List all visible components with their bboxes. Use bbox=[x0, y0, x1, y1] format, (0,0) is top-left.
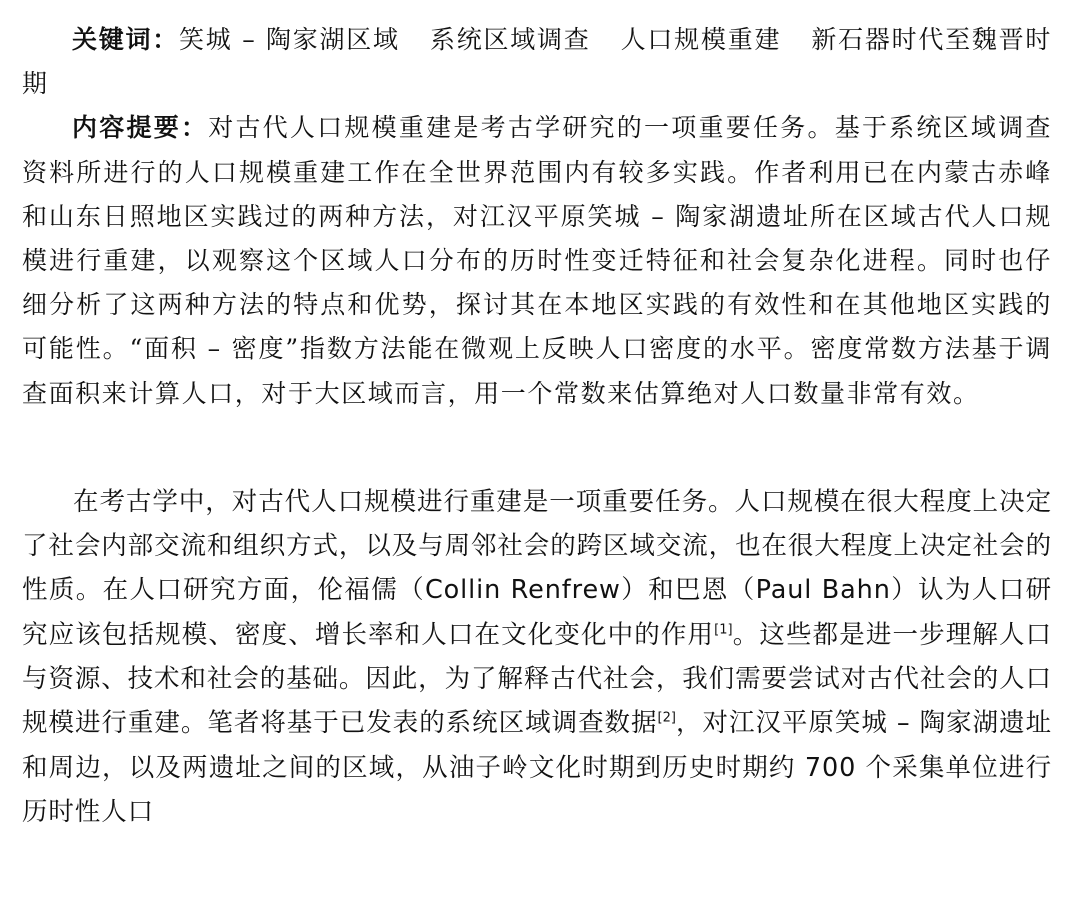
keyword-item: 新石器时代至魏晋时期 bbox=[22, 25, 1052, 99]
keyword-item: 人口规模重建 bbox=[620, 25, 782, 54]
keywords-label: 关键词： bbox=[72, 25, 180, 54]
abstract-text: 对古代人口规模重建是考古学研究的一项重要任务。基于系统区域调查资料所进行的人口规模重建工作在全世界范围内有较多实践。作者利用已在内蒙古赤峰和山东日照地区实践过的两种方法，对江汉平原笑城 – 陶家湖遗址所在区域古代人口规模进行重建，以观察这个区域人口分布的历时性变迁特征和社会复杂化进程。同时也仔细分析了这两种方法的特点和优势，探讨其在本地区实践的有效性和在其他地区实践的可能性。“面积 – 密度”指数方法能在微观上反映人口密度的水平。密度常数方法基于调查面积来计算人口，对于大区域而言，用一个常数来估算绝对人口数量非常有效。 bbox=[22, 113, 1052, 408]
keywords-paragraph bbox=[22, 18, 1052, 106]
keyword-item: 系统区域调查 bbox=[429, 25, 591, 54]
body-text-part: 在考古学中，对古代人口规模进行重建是一项重要任务。人口规模在很大程度上决定了社会内部交流和组织方式，以及与周邻社会的跨区域交流，也在很大程度上决定社会的性质。在人口研究方面，伦福儒（Collin Renfrew）和巴恩（Paul Bahn）认为人口研究应该包括规模、密度、增长率和人口在文化变化中的作用 bbox=[22, 486, 1052, 650]
citation-marker: [2] bbox=[657, 710, 676, 726]
section-divider-space bbox=[22, 416, 1052, 480]
abstract-paragraph bbox=[22, 106, 1052, 415]
citation-marker: [1] bbox=[714, 622, 733, 638]
article-page bbox=[22, 18, 1052, 834]
abstract-label: 内容提要： bbox=[72, 113, 209, 143]
body-paragraph bbox=[22, 480, 1052, 834]
keyword-item: 笑城 – 陶家湖区域 bbox=[179, 25, 400, 54]
body-text-part: 。这些都是进一步理解人口与资源、技术和社会的基础。因此，为了解释古代社会，我们需要尝试对古代社会的人口规模进行重建。笔者将基于已发表的系统区域调查数据 bbox=[22, 619, 1052, 739]
body-text-part: ，对江汉平原笑城 – 陶家湖遗址和周边，以及两遗址之间的区域，从油子岭文化时期到历史时期约 700 个采集单位进行历时性人口 bbox=[22, 708, 1052, 827]
